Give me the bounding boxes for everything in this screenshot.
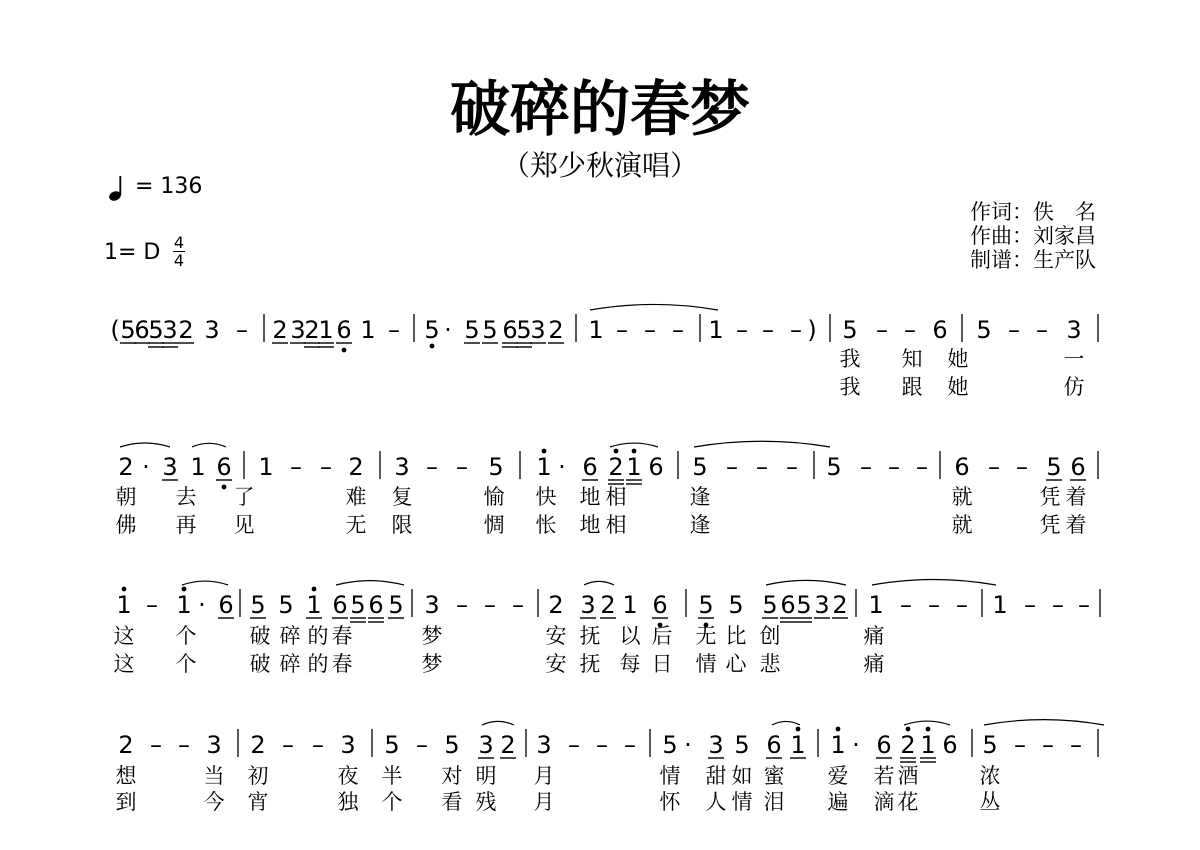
lyric-verse-1: 快 (535, 485, 557, 509)
transcriber-credit: 制谱：生产队 (970, 248, 1096, 272)
lyric-verse-2: 相 (605, 513, 627, 537)
dash-sustain: – (1070, 731, 1082, 759)
dash-sustain: – (484, 591, 496, 619)
composer-credit: 作曲：刘家昌 (970, 224, 1096, 248)
dot-augment: · (684, 731, 692, 759)
note-digit: 6 (502, 316, 518, 344)
lyric-verse-1: 愉 (483, 485, 505, 509)
note-digit: 2 (118, 453, 134, 481)
lyricist-credit: 作词：佚 名 (970, 200, 1096, 224)
lyric-verse-1: 复 (391, 485, 413, 509)
key-signature: 1= D (104, 240, 161, 265)
note-digit: 5 (692, 453, 708, 481)
time-signature-bottom: 4 (173, 251, 185, 270)
tempo-value: = 136 (135, 174, 203, 199)
note-digit: 5 (444, 731, 460, 759)
dash-sustain: – (426, 453, 438, 481)
dash-sustain: – (456, 591, 468, 619)
note-digit: 6 (766, 731, 782, 759)
note-digit: 3 (340, 731, 356, 759)
lyric-verse-1: 甜 (705, 764, 727, 788)
lyric-verse-2: 地 (579, 513, 601, 537)
lyric-verse-1: 初 (247, 764, 269, 788)
lyric-verse-1: 个 (175, 624, 197, 648)
dot-augment: · (142, 453, 150, 481)
lyric-verse-1: 去 (175, 485, 197, 509)
note-digit: 1 (318, 316, 334, 344)
lyric-verse-1: 一 (1063, 347, 1085, 371)
dash-sustain: – (1014, 731, 1026, 759)
lyric-verse-1: 明 (475, 764, 497, 788)
lyric-verse-1: 春 (331, 624, 353, 648)
lyric-verse-1: 若 (873, 764, 895, 788)
note-digit: 3 (708, 731, 724, 759)
lyric-verse-2: 到 (115, 790, 137, 814)
note-digit: 1 (588, 316, 604, 344)
note-digit: 6 (336, 316, 352, 344)
bracket: ) (807, 316, 817, 344)
lyric-verse-2: 泪 (763, 790, 785, 814)
note-digit: 6 (932, 316, 948, 344)
dash-sustain: – (1052, 591, 1064, 619)
dash-sustain: – (1078, 591, 1090, 619)
lyric-verse-2: 个 (381, 790, 403, 814)
note-digit: 2 (548, 316, 564, 344)
dash-sustain: – (916, 453, 928, 481)
note-digit: 2 (348, 453, 364, 481)
note-digit: 6 (780, 591, 796, 619)
note-digit: 6 (648, 453, 664, 481)
lyric-verse-2: 凭 (1039, 513, 1061, 537)
lyric-verse-1: 情 (659, 764, 681, 788)
lyric-verse-2: 日 (651, 652, 673, 676)
lyric-verse-1: 这 (113, 624, 135, 648)
lyric-verse-1: 梦 (421, 624, 443, 648)
note-digit: 1 (992, 591, 1008, 619)
lyric-verse-2: 我 (839, 375, 861, 399)
dash-sustain: – (928, 591, 940, 619)
note-digit: 1 (190, 453, 206, 481)
lyric-verse-2: 的 (307, 652, 329, 676)
octave-dot-lower (342, 348, 347, 353)
note-digit: 6 (216, 453, 232, 481)
dash-sustain: – (388, 316, 400, 344)
tie-slur (336, 581, 404, 585)
note-digit: 1 (176, 591, 192, 619)
lyric-verse-2: 怀 (659, 790, 681, 814)
lyric-verse-1: 知 (901, 347, 923, 371)
tie-slur (984, 720, 1104, 725)
note-digit: 2 (250, 731, 266, 759)
note-digit: 1 (868, 591, 884, 619)
note-digit: 5 (1046, 453, 1062, 481)
dash-sustain: – (786, 453, 798, 481)
note-digit: 5 (350, 591, 366, 619)
tie-slur (766, 580, 846, 585)
lyric-verse-2: 安 (545, 652, 567, 676)
lyric-verse-1: 着 (1065, 485, 1087, 509)
note-digit: 5 (384, 731, 400, 759)
dash-sustain: – (568, 731, 580, 759)
octave-dot-upper (796, 727, 801, 732)
lyric-verse-2: 残 (475, 790, 497, 814)
lyric-verse-2: 无 (345, 513, 367, 537)
lyric-verse-2: 碎 (279, 652, 301, 676)
lyric-verse-1: 创 (759, 624, 781, 648)
lyric-verse-1: 了 (233, 485, 255, 509)
lyric-verse-2: 悲 (759, 652, 781, 676)
dash-sustain: – (900, 591, 912, 619)
lyric-verse-2: 就 (951, 513, 973, 537)
note-digit: 3 (1066, 316, 1082, 344)
lyric-verse-1: 浓 (979, 764, 1001, 788)
dash-sustain: – (596, 731, 608, 759)
note-digit: 3 (424, 591, 440, 619)
note-digit: 5 (250, 591, 266, 619)
lyric-verse-2: 见 (233, 513, 255, 537)
dash-sustain: – (416, 731, 428, 759)
lyric-verse-1: 凭 (1039, 485, 1061, 509)
note-digit: 5 (734, 731, 750, 759)
lyric-verse-2: 个 (175, 652, 197, 676)
octave-dot-lower (430, 344, 435, 349)
octave-dot-upper (122, 587, 127, 592)
lyric-verse-1: 难 (345, 485, 367, 509)
lyric-verse-1: 朝 (115, 485, 137, 509)
dash-sustain: – (1008, 316, 1020, 344)
lyric-verse-1: 安 (545, 624, 567, 648)
lyric-verse-1: 地 (579, 485, 601, 509)
lyric-verse-2: 独 (337, 790, 359, 814)
octave-dot-upper (312, 587, 317, 592)
lyric-verse-1: 逢 (689, 485, 711, 509)
note-digit: 6 (134, 316, 150, 344)
dash-sustain: – (888, 453, 900, 481)
lyric-verse-2: 情 (695, 652, 717, 676)
octave-dot-upper (926, 727, 931, 732)
dash-sustain: – (236, 316, 248, 344)
lyric-verse-1: 破 (249, 624, 271, 648)
note-digit: 3 (536, 731, 552, 759)
note-digit: 5 (482, 316, 498, 344)
note-digit: 3 (204, 316, 220, 344)
lyric-verse-2: 丛 (979, 790, 1001, 814)
lyric-verse-2: 着 (1065, 513, 1087, 537)
lyric-verse-2: 遍 (827, 790, 849, 814)
note-digit: 5 (728, 591, 744, 619)
note-digit: 1 (258, 453, 274, 481)
note-digit: 5 (662, 731, 678, 759)
lyric-verse-1: 痛 (863, 624, 885, 648)
note-digit: 5 (516, 316, 532, 344)
lyric-verse-2: 仿 (1063, 375, 1085, 399)
dash-sustain: – (672, 316, 684, 344)
note-digit: 2 (272, 316, 288, 344)
lyric-verse-2: 抚 (579, 652, 601, 676)
note-digit: 3 (530, 316, 546, 344)
dash-sustain: – (756, 453, 768, 481)
note-digit: 2 (304, 316, 320, 344)
dash-sustain: – (876, 316, 888, 344)
lyric-verse-2: 心 (725, 652, 747, 676)
tie-slur (694, 441, 830, 447)
note-digit: 3 (162, 453, 178, 481)
note-digit: 3 (814, 591, 830, 619)
tie-slur (772, 721, 800, 725)
dash-sustain: – (320, 453, 332, 481)
lyric-verse-2: 春 (331, 652, 353, 676)
note-digit: 2 (118, 731, 134, 759)
tie-slur (120, 443, 170, 447)
dash-sustain: – (1036, 316, 1048, 344)
note-digit: 3 (580, 591, 596, 619)
note-digit: 5 (278, 591, 294, 619)
lyric-verse-2: 宵 (247, 790, 269, 814)
dash-sustain: – (1042, 731, 1054, 759)
note-digit: 5 (424, 316, 440, 344)
lyric-verse-1: 当 (203, 764, 225, 788)
dash-sustain: – (178, 731, 190, 759)
dash-sustain: – (988, 453, 1000, 481)
lyric-verse-2: 人 (705, 790, 727, 814)
note-digit: 2 (500, 731, 516, 759)
note-digit: 3 (478, 731, 494, 759)
note-digit: 5 (120, 316, 136, 344)
note-digit: 5 (464, 316, 480, 344)
dash-sustain: – (726, 453, 738, 481)
dot-augment: · (444, 316, 452, 344)
lyric-verse-1: 月 (533, 764, 555, 788)
dash-sustain: – (624, 731, 636, 759)
note-digit: 2 (548, 591, 564, 619)
note-digit: 3 (206, 731, 222, 759)
lyric-verse-1: 酒 (897, 764, 919, 788)
note-digit: 1 (360, 316, 376, 344)
note-digit: 6 (942, 731, 958, 759)
note-digit: 5 (976, 316, 992, 344)
lyric-verse-1: 蜜 (763, 764, 785, 788)
lyric-verse-2: 佛 (115, 513, 137, 537)
note-digit: 2 (900, 731, 916, 759)
dash-sustain: – (282, 731, 294, 759)
dot-augment: · (852, 731, 860, 759)
note-digit: 1 (830, 731, 846, 759)
note-digit: 5 (148, 316, 164, 344)
note-digit: 5 (826, 453, 842, 481)
lyric-verse-1: 夜 (337, 764, 359, 788)
lyric-verse-2: 看 (441, 790, 463, 814)
lyric-verse-1: 爱 (827, 764, 849, 788)
note-digit: 1 (920, 731, 936, 759)
dash-sustain: – (790, 316, 802, 344)
lyric-verse-1: 无 (695, 624, 717, 648)
lyric-verse-2: 惆 (483, 513, 505, 537)
lyric-verse-2: 限 (391, 513, 413, 537)
note-digit: 6 (368, 591, 384, 619)
octave-dot-lower (222, 485, 227, 490)
lyric-verse-2: 今 (203, 790, 225, 814)
note-digit: 1 (622, 591, 638, 619)
note-digit: 1 (626, 453, 642, 481)
note-digit: 5 (762, 591, 778, 619)
tie-slur (904, 721, 950, 725)
time-signature-top: 4 (173, 233, 185, 252)
octave-dot-upper (836, 727, 841, 732)
lyric-verse-1: 相 (605, 485, 627, 509)
octave-dot-upper (542, 449, 547, 454)
note-digit: 2 (600, 591, 616, 619)
note-digit: 3 (290, 316, 306, 344)
lyric-verse-2: 滴 (873, 790, 895, 814)
lyric-verse-2: 情 (731, 790, 753, 814)
note-digit: 1 (306, 591, 322, 619)
dash-sustain: – (150, 731, 162, 759)
lyric-verse-2: 逢 (689, 513, 711, 537)
note-digit: 6 (652, 591, 668, 619)
note-digit: 6 (582, 453, 598, 481)
tie-slur (584, 581, 614, 585)
tie-slur (590, 304, 718, 310)
dash-sustain: – (644, 316, 656, 344)
note-digit: 6 (332, 591, 348, 619)
dot-augment: · (198, 591, 206, 619)
note-digit: 1 (116, 591, 132, 619)
tie-slur (182, 581, 228, 585)
lyric-verse-1: 的 (307, 624, 329, 648)
lyric-verse-1: 她 (947, 347, 969, 371)
lyric-verse-1: 抚 (579, 624, 601, 648)
dash-sustain: – (904, 316, 916, 344)
dash-sustain: – (616, 316, 628, 344)
lyric-verse-1: 碎 (279, 624, 301, 648)
lyric-verse-2: 痛 (863, 652, 885, 676)
tie-slur (192, 443, 226, 447)
lyric-verse-2: 再 (175, 513, 197, 537)
dot-augment: · (558, 453, 566, 481)
note-digit: 3 (394, 453, 410, 481)
lyric-verse-2: 月 (533, 790, 555, 814)
note-digit: 5 (842, 316, 858, 344)
note-digit: 5 (698, 591, 714, 619)
note-digit: 6 (876, 731, 892, 759)
dash-sustain: – (1024, 591, 1036, 619)
dash-sustain: – (762, 316, 774, 344)
dash-sustain: – (312, 731, 324, 759)
dash-sustain: – (456, 453, 468, 481)
octave-dot-upper (182, 587, 187, 592)
lyric-verse-2: 跟 (901, 375, 923, 399)
tie-slur (872, 580, 996, 585)
octave-dot-upper (614, 449, 619, 454)
note-digit: 5 (488, 453, 504, 481)
lyric-verse-1: 就 (951, 485, 973, 509)
note-digit: 6 (218, 591, 234, 619)
note-digit: 2 (178, 316, 194, 344)
lyric-verse-1: 后 (651, 624, 673, 648)
lyric-verse-1: 对 (441, 764, 463, 788)
song-subtitle: （郑少秋演唱） (501, 149, 698, 182)
lyric-verse-2: 花 (897, 790, 919, 814)
note-digit: 2 (832, 591, 848, 619)
lyric-verse-2: 每 (619, 652, 641, 676)
octave-dot-upper (632, 449, 637, 454)
dash-sustain: – (146, 591, 158, 619)
note-digit: 1 (536, 453, 552, 481)
octave-dot-upper (906, 727, 911, 732)
dash-sustain: – (956, 591, 968, 619)
dash-sustain: – (860, 453, 872, 481)
lyric-verse-1: 以 (619, 624, 641, 648)
dash-sustain: – (290, 453, 302, 481)
lyric-verse-1: 想 (115, 764, 137, 788)
lyric-verse-2: 怅 (535, 513, 557, 537)
song-title: 破碎的春梦 (450, 75, 750, 145)
note-digit: 5 (796, 591, 812, 619)
tie-slur (482, 721, 514, 725)
dash-sustain: – (736, 316, 748, 344)
lyric-verse-1: 如 (731, 764, 753, 788)
lyric-verse-2: 破 (249, 652, 271, 676)
lyric-verse-2: 她 (947, 375, 969, 399)
lyric-verse-1: 比 (725, 624, 747, 648)
lyric-verse-1: 半 (381, 764, 403, 788)
note-digit: 5 (982, 731, 998, 759)
tie-slur (610, 443, 658, 447)
dash-sustain: – (1016, 453, 1028, 481)
note-digit: 2 (608, 453, 624, 481)
note-digit: 6 (954, 453, 970, 481)
note-digit: 5 (388, 591, 404, 619)
lyric-verse-1: 我 (839, 347, 861, 371)
dash-sustain: – (512, 591, 524, 619)
lyric-verse-2: 这 (113, 652, 135, 676)
note-digit: 1 (708, 316, 724, 344)
note-digit: 3 (162, 316, 178, 344)
bracket: ( (110, 316, 120, 344)
lyric-verse-2: 梦 (421, 652, 443, 676)
note-digit: 6 (1070, 453, 1086, 481)
note-digit: 1 (790, 731, 806, 759)
